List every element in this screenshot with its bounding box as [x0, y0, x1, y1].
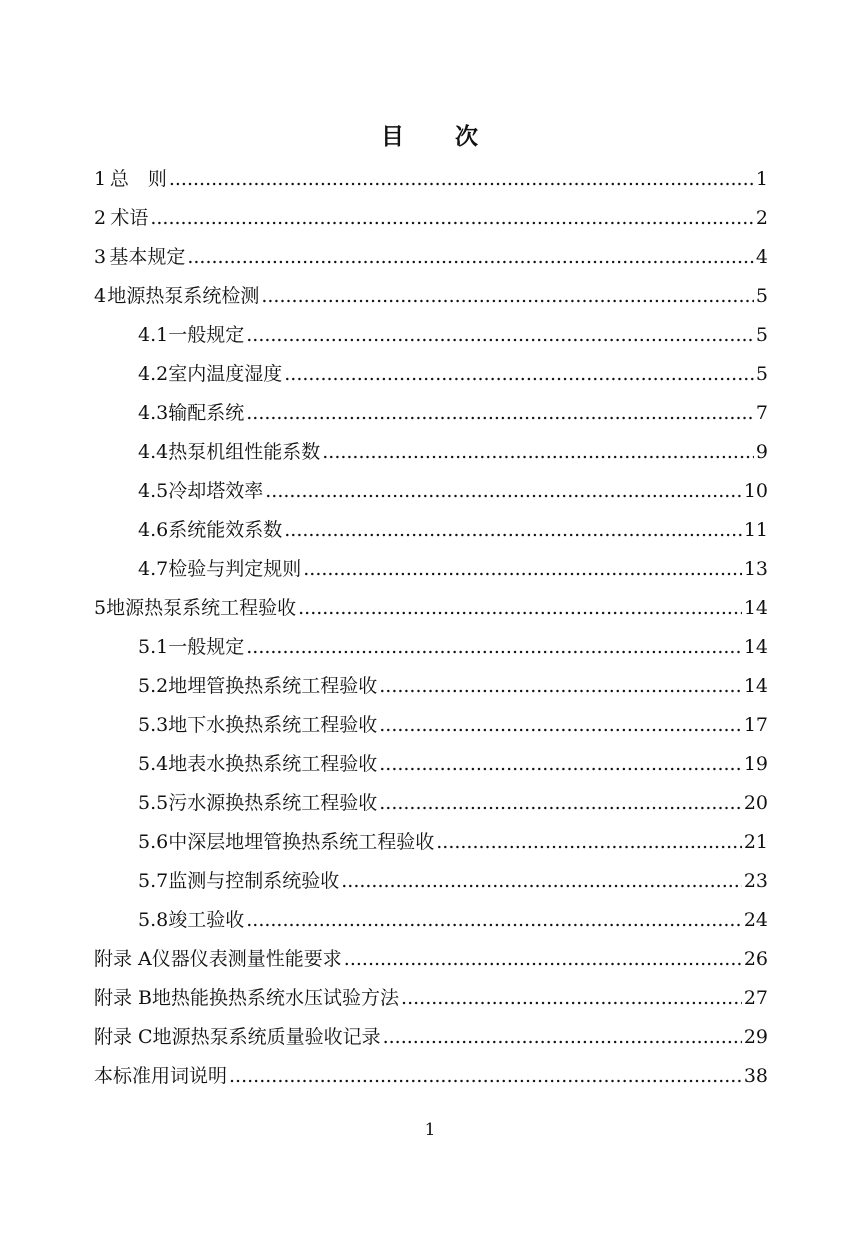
toc-entry-5-8[interactable] — [138, 901, 768, 940]
toc-entry-number: 4.7 — [138, 558, 169, 580]
toc-entry-number: 4.2 — [138, 363, 169, 385]
toc-leader-dots — [436, 823, 742, 862]
toc-entry-1[interactable] — [94, 160, 768, 199]
toc-entry-4-1[interactable] — [138, 316, 768, 355]
toc-entry-5-4[interactable] — [138, 745, 768, 784]
toc-leader-dots — [298, 589, 742, 628]
toc-entry-number: 附录 B — [94, 987, 153, 1009]
toc-entry-number: 5.3 — [138, 714, 169, 736]
toc-entry-label: 竣工验收 — [168, 909, 245, 931]
toc-leader-dots — [169, 160, 754, 199]
toc-entry-label: 热泵机组性能系数 — [168, 441, 321, 463]
toc-entry-number: 4.3 — [138, 402, 169, 424]
toc-entry-label: 冷却塔效率 — [168, 480, 264, 502]
toc-entry-label: 地下水换热系统工程验收 — [168, 714, 378, 736]
toc-leader-dots — [246, 394, 754, 433]
toc-entry-number: 5.1 — [138, 636, 169, 658]
toc-entry-5[interactable] — [94, 589, 768, 628]
toc-entry-number: 4.4 — [138, 441, 169, 463]
toc-entry-appendix-c[interactable] — [94, 1018, 768, 1057]
toc-entry-number: 4.6 — [138, 519, 169, 541]
toc-leader-dots — [341, 862, 742, 901]
toc-entry-page: 14 — [743, 675, 768, 697]
toc-entry-number: 2 — [94, 207, 107, 229]
toc-entry-page: 23 — [743, 870, 768, 892]
toc-entry-label: 地表水换热系统工程验收 — [168, 753, 378, 775]
toc-title-part2: 次 — [455, 123, 479, 150]
toc-leader-dots — [150, 199, 754, 238]
toc-entry-number: 3 — [94, 246, 107, 268]
toc-leader-dots — [383, 1018, 742, 1057]
toc-entry-number: 5.6 — [138, 831, 169, 853]
toc-leader-dots — [246, 316, 754, 355]
toc-entry-label: 监测与控制系统验收 — [168, 870, 340, 892]
toc-entry-appendix-b[interactable] — [94, 979, 768, 1018]
toc-entry-2[interactable] — [94, 199, 768, 238]
toc-entry-4-7[interactable] — [138, 550, 768, 589]
toc-leader-dots — [344, 940, 742, 979]
toc-entry-page: 10 — [743, 480, 768, 502]
toc-leader-dots — [284, 511, 742, 550]
toc-entry-page: 7 — [755, 402, 768, 424]
toc-entry-page: 20 — [743, 792, 768, 814]
toc-entry-label: 中深层地埋管换热系统工程验收 — [168, 831, 435, 853]
toc-entry-page: 1 — [755, 168, 768, 190]
toc-leader-dots — [246, 901, 742, 940]
toc-entry-page: 5 — [755, 324, 768, 346]
toc-entry-page: 21 — [743, 831, 768, 853]
toc-leader-dots — [401, 979, 742, 1018]
toc-leader-dots — [379, 706, 742, 745]
toc-entry-page: 5 — [755, 363, 768, 385]
toc-title — [0, 118, 860, 151]
toc-entry-page: 4 — [755, 246, 768, 268]
toc-entry-label: 基本规定 — [109, 246, 186, 268]
toc-entry-label: 室内温度湿度 — [168, 363, 283, 385]
toc-entry-appendix-a[interactable] — [94, 940, 768, 979]
toc-entry-label: 地热能换热系统水压试验方法 — [152, 987, 400, 1009]
toc-entry-5-1[interactable] — [138, 628, 768, 667]
toc-entry-4-5[interactable] — [138, 472, 768, 511]
toc-entry-label: 地埋管换热系统工程验收 — [168, 675, 378, 697]
toc-leader-dots — [284, 355, 754, 394]
toc-leader-dots — [303, 550, 742, 589]
toc-entry-page: 14 — [743, 636, 768, 658]
toc-entry-4-2[interactable] — [138, 355, 768, 394]
toc-entry-number: 5.2 — [138, 675, 169, 697]
toc-leader-dots — [379, 784, 742, 823]
toc-entry-label: 本标准用词说明 — [94, 1065, 228, 1087]
toc-entry-number: 4 — [94, 285, 107, 307]
toc-entry-page: 2 — [755, 207, 768, 229]
toc-entry-number: 附录 C — [94, 1026, 153, 1048]
toc-entry-4-6[interactable] — [138, 511, 768, 550]
toc-entry-5-5[interactable] — [138, 784, 768, 823]
toc-entry-number: 4.5 — [138, 480, 169, 502]
toc-entry-page: 19 — [743, 753, 768, 775]
toc-title-part1: 目 — [381, 123, 405, 150]
toc-leader-dots — [229, 1057, 742, 1096]
toc-entry-label: 地源热泵系统工程验收 — [106, 597, 297, 619]
toc-entry-label: 地源热泵系统质量验收记录 — [152, 1026, 381, 1048]
toc-entry-page: 5 — [755, 285, 768, 307]
toc-entry-page: 38 — [743, 1065, 768, 1087]
toc-entry-wording-explanation[interactable] — [94, 1057, 768, 1096]
toc-entry-5-3[interactable] — [138, 706, 768, 745]
toc-entry-label: 术语 — [110, 207, 149, 229]
toc-entry-4-3[interactable] — [138, 394, 768, 433]
toc-leader-dots — [379, 745, 742, 784]
toc-leader-dots — [265, 472, 742, 511]
toc-leader-dots — [379, 667, 742, 706]
toc-entry-number: 附录 A — [94, 948, 152, 970]
toc-entry-number: 5 — [94, 597, 107, 619]
toc-entry-label: 输配系统 — [168, 402, 245, 424]
toc-entry-label: 一般规定 — [168, 324, 245, 346]
toc-entry-page: 26 — [743, 948, 768, 970]
toc-entry-number: 5.8 — [138, 909, 169, 931]
toc-entry-page: 13 — [743, 558, 768, 580]
toc-entry-label: 总 则 — [109, 168, 167, 190]
toc-entry-5-7[interactable] — [138, 862, 768, 901]
toc-entry-number: 5.7 — [138, 870, 169, 892]
toc-entry-5-2[interactable] — [138, 667, 768, 706]
toc-entry-page: 9 — [755, 441, 768, 463]
toc-entry-label: 检验与判定规则 — [168, 558, 302, 580]
toc-leader-dots — [261, 277, 754, 316]
toc-entry-number: 5.4 — [138, 753, 169, 775]
toc-entry-label: 一般规定 — [168, 636, 245, 658]
toc-entry-page: 24 — [743, 909, 768, 931]
toc-entry-label: 污水源换热系统工程验收 — [168, 792, 378, 814]
toc-entry-label: 仪器仪表测量性能要求 — [151, 948, 342, 970]
toc-leader-dots — [322, 433, 754, 472]
page-number: 1 — [424, 1120, 436, 1140]
toc-entry-label: 系统能效系数 — [168, 519, 283, 541]
toc-leader-dots — [246, 628, 742, 667]
toc-entry-number: 5.5 — [138, 792, 169, 814]
toc-entry-page: 11 — [743, 519, 768, 541]
toc-entry-5-6[interactable] — [138, 823, 768, 862]
toc-entry-page: 29 — [743, 1026, 768, 1048]
toc-entry-3[interactable] — [94, 238, 768, 277]
toc-entry-label: 地源热泵系统检测 — [107, 285, 260, 307]
toc-entry-page: 14 — [743, 597, 768, 619]
toc-entry-number: 4.1 — [138, 324, 169, 346]
toc-entry-4-4[interactable] — [138, 433, 768, 472]
toc-leader-dots — [187, 238, 754, 277]
toc-entry-page: 17 — [743, 714, 768, 736]
toc-entry-number: 1 — [94, 168, 107, 190]
toc-entry-4[interactable] — [94, 277, 768, 316]
toc-entry-page: 27 — [743, 987, 768, 1009]
